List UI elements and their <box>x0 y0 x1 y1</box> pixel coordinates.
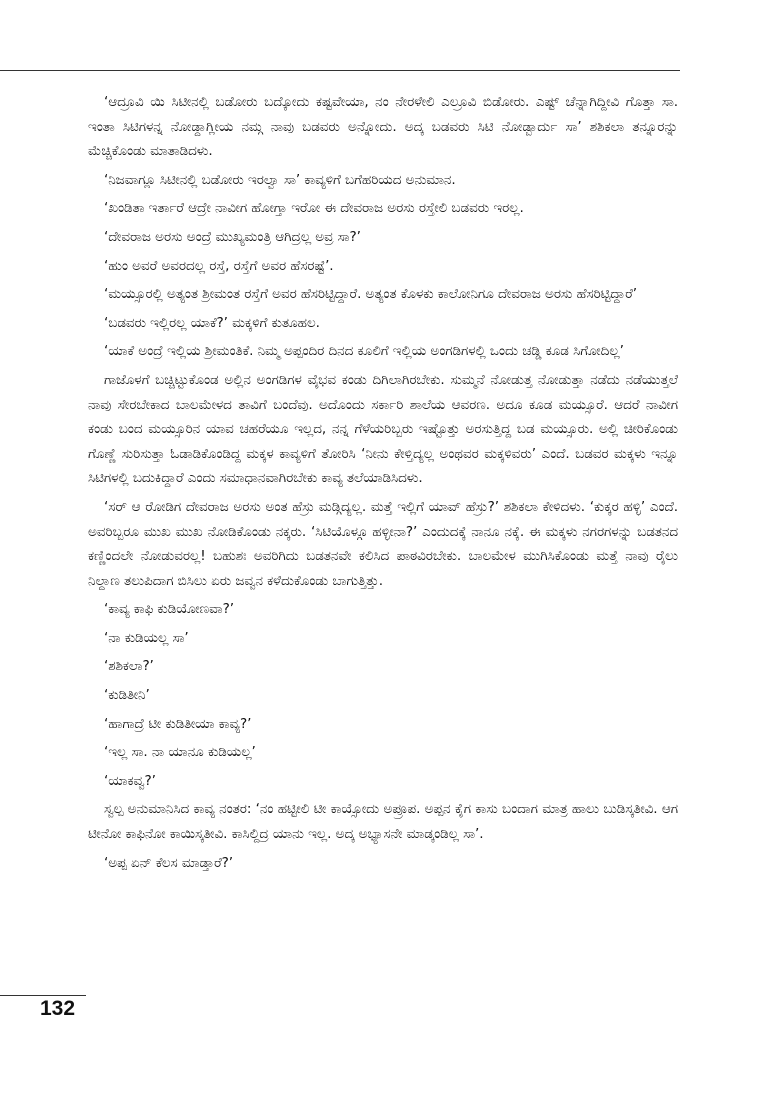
paragraph: ‘ಯಾಕೆ ಅಂದ್ರೆ ಇಲ್ಲಿಯ ಶ್ರೀಮಂತಿಕೆ. ನಿಮ್ಮ ಅಪ್ಪಂದಿರ ದಿನದ ಕೂಲಿಗೆ ಇಲ್ಲಿಯ ಅಂಗಡಿಗಳಲ್ಲಿ ಒಂದು ಚಡ್ಡಿ ಕೂಡ ಸಿಗೋದಿಲ್ಲ’ <box>104 343 624 360</box>
page-number: 132 <box>40 997 76 1020</box>
paragraph: ‘ಖಂಡಿತಾ ಇರ್ತಾರೆ ಆದ್ರೇ ನಾವೀಗ ಹೋಗ್ತಾ ಇರೋ ಈ ದೇವರಾಜ ಅರಸು ರಸ್ತೇಲಿ ಬಡವರು ಇರಲ್ಲ. <box>104 200 524 217</box>
paragraph: ‘ಬಡವರು ಇಲ್ಲಿರಲ್ಲ ಯಾಕೆ?’ ಮಕ್ಕಳಿಗೆ ಕುತೂಹಲ. <box>104 314 320 331</box>
paragraph: ‘ಅಪ್ಪ ಏನ್ ಕೆಲಸ ಮಾಡ್ತಾರೆ?’ <box>104 854 233 871</box>
paragraph: ‘ಕುಡಿತೀನಿ’ <box>104 687 150 704</box>
paragraph: ‘ದೇವರಾಜ ಅರಸು ಅಂದ್ರೆ ಮುಖ್ಯಮಂತ್ರಿ ಆಗಿದ್ರಲ್ಲ ಅವ್ರ ಸಾ?’ <box>104 228 361 245</box>
page-body <box>88 90 678 879</box>
paragraph: ಗಾಜೊಳಗೆ ಬಚ್ಚಿಟ್ಟುಕೊಂಡ ಅಲ್ಲಿನ ಅಂಗಡಿಗಳ ವೈಭವ ಕಂಡು ದಿಗಿಲಾಗಿರಬೇಕು. ಸುಮ್ಮನೆ ನೋಡುತ್ತ ನೋಡುತ್ತಾ ನಡೆದು ನಡೆಯುತ್ತಲೆ ನಾವು ಸೇರಬೇಕಾದ ಬಾಲಮೇಳದ ತಾವಿಗೆ ಬಂದೆವು. ಅದೊಂದು ಸರ್ಕಾರಿ ಶಾಲೆಯ ಆವರಣ. ಅದೂ ಕೂಡ ಮಯ್ಸೂರೆ. ಆದರೆ ನಾವೀಗ ಕಂಡು ಬಂದ ಮಯ್ಸೂರಿನ ಯಾವ ಚಹರೆಯೂ ಇಲ್ಲದ, ನನ್ನ ಗೆಳೆಯರಿಬ್ಬರು ಇಷ್ಟೊತ್ತು ಅರಸುತ್ತಿದ್ದ ಬಡ ಮಯ್ಸೂರು. ಅಲ್ಲಿ ಚೀರಿಕೊಂಡು ಗೊಣ್ಣೆ ಸುರಿಸುತ್ತಾ ಓಡಾಡಿಕೊಂಡಿದ್ದ ಮಕ್ಕಳ ಕಾವ್ಯಳಿಗೆ ತೋರಿಸಿ ‘ನೀನು ಕೇಳ್ತಿದ್ಯಲ್ಲ ಅಂಥವರ ಮಕ್ಕಳಿವರು’ ಎಂದೆ. ಬಡವರ ಮಕ್ಕಳು ಇನ್ನೂ ಸಿಟಿಗಳಲ್ಲಿ ಬದುಕಿದ್ದಾರೆ ಎಂದು ಸಮಾಧಾನವಾಗಿರಬೇಕು ಕಾವ್ಯ ತಲೆಯಾಡಿಸಿದಳು. <box>88 371 678 487</box>
paragraph: ‘ಹಾಗಾದ್ರೆ ಟೀ ಕುಡಿತೀಯಾ ಕಾವ್ಯ?’ <box>104 715 252 732</box>
paragraph: ‘ಯಾಕವ್ವ?’ <box>104 772 156 789</box>
footer-rule <box>0 995 86 996</box>
paragraph: ಸ್ವಲ್ಪ ಅನುಮಾನಿಸಿದ ಕಾವ್ಯ ನಂತರ: ‘ನಂ ಹಟ್ಟೀಲಿ ಟೀ ಕಾಯ್ಸೋದು ಅಪ್ರೂಪ. ಅಪ್ಪನ ಕೈಗ ಕಾಸು ಬಂದಾಗ ಮಾತ್ರ ಹಾಲು ಬುಡಿಸ್ಕತೀವಿ. ಆಗ ಟೀನೋ ಕಾಫಿನೋ ಕಾಯಿಸ್ಕತೀವಿ. ಕಾಸಿಲ್ದಿದ್ರ ಯಾನು ಇಲ್ಲ. ಅದ್ಕ ಅಭ್ಯಾಸನೇ ಮಾಡ್ಕಂಡಿಲ್ಲ ಸಾ’. <box>88 801 678 843</box>
paragraph: ‘ಶಶಿಕಲಾ?’ <box>104 658 154 675</box>
paragraph: ‘ನಿಜವಾಗ್ಲೂ ಸಿಟೀನಲ್ಲಿ ಬಡೋರು ಇರಲ್ವಾ ಸಾ’ ಕಾವ್ಯಳಿಗೆ ಬಗೆಹರಿಯದ ಅನುಮಾನ. <box>104 171 456 188</box>
header-rule <box>0 70 680 71</box>
paragraph: ‘ಹುಂ ಅವರೆ ಅವರದಲ್ಲ ರಸ್ತೆ, ರಸ್ತೆಗೆ ಅವರ ಹೆಸರಷ್ಟೆ’. <box>104 257 334 274</box>
paragraph: ‘ಆದ್ರೂವಿ ಯಿ ಸಿಟೀನಲ್ಲಿ ಬಡೋರು ಬದ್ಕೋದು ಕಷ್ಟವೇಯಾ, ನಂ ನೇರಳೇಲಿ ಎಲ್ರೂವಿ ಬಿಡೋರು. ಎಷ್ಟ್ ಚೆನ್ನಾಗಿದ್ದೀವಿ ಗೊತ್ತಾ ಸಾ. ಇಂತಾ ಸಿಟಿಗಳನ್ನ ನೋಡ್ದಾಗ್ಲೀಯ ನಮ್ಗ ನಾವು ಬಡವರು ಅನ್ನೋದು. ಅದ್ಕ ಬಡವರು ಸಿಟಿ ನೋಡ್ಬಾರ್ದು ಸಾ’ ಶಶಿಕಲಾ ತನ್ನೂರನ್ನು ಮೆಚ್ಚಿಕೊಂಡು ಮಾತಾಡಿದಳು. <box>88 94 678 160</box>
paragraph: ‘ಮಯ್ಸೂರಲ್ಲಿ ಅತ್ಯಂತ ಶ್ರೀಮಂತ ರಸ್ತೆಗೆ ಅವರ ಹೆಸರಿಟ್ಟಿದ್ದಾರೆ. ಅತ್ಯಂತ ಕೊಳಕು ಕಾಲೋನಿಗೂ ದೇವರಾಜ ಅರಸು ಹೆಸರಿಟ್ಟಿದ್ದಾರೆ’ <box>104 286 637 303</box>
paragraph: ‘ಇಲ್ಲ ಸಾ. ನಾ ಯಾನೂ ಕುಡಿಯಲ್ಲ’ <box>104 744 256 761</box>
paragraph: ‘ಸರ್ ಆ ರೋಡಿಗ ದೇವರಾಜ ಅರಸು ಅಂತ ಹೆಸ್ರು ಮಡ್ಗಿದ್ಯಲ್ಲ. ಮತ್ತೆ ಇಲ್ಲಿಗೆ ಯಾವ್ ಹೆಸ್ರು?’ ಶಶಿಕಲಾ ಕೇಳಿದಳು. ‘ಕುಕ್ಕರ ಹಳ್ಳಿ’ ಎಂದೆ. ಅವರಿಬ್ಬರೂ ಮುಖ ಮುಖ ನೋಡಿಕೊಂಡು ನಕ್ಕರು. ‘ಸಿಟಿಯೊಳ್ಗೂ ಹಳ್ಳೀನಾ?’ ಎಂದುದಕ್ಕೆ ನಾನೂ ನಕ್ಕೆ. ಈ ಮಕ್ಕಳು ನಗರಗಳನ್ನು ಬಡತನದ ಕಣ್ಣಿಂದಲೇ ನೋಡುವರಲ್ಲ! ಬಹುಶಃ ಅವರಿಗಿದು ಬಡತನವೇ ಕಲಿಸಿದ ಪಾಠವಿರಬೇಕು. ಬಾಲಮೇಳ ಮುಗಿಸಿಕೊಂಡು ಮತ್ತೆ ನಾವು ರೈಲು ನಿಲ್ದಾಣ ತಲುಪಿದಾಗ ಬಿಸಿಲು ಏರು ಜವ್ವನ ಕಳೆದುಕೊಂಡು ಬಾಗುತ್ತಿತ್ತು. <box>88 498 678 589</box>
paragraph: ‘ನಾ ಕುಡಿಯಲ್ಲ ಸಾ’ <box>104 629 189 646</box>
paragraph: ‘ಕಾವ್ಯ ಕಾಫಿ ಕುಡಿಯೋಣವಾ?’ <box>104 601 234 618</box>
